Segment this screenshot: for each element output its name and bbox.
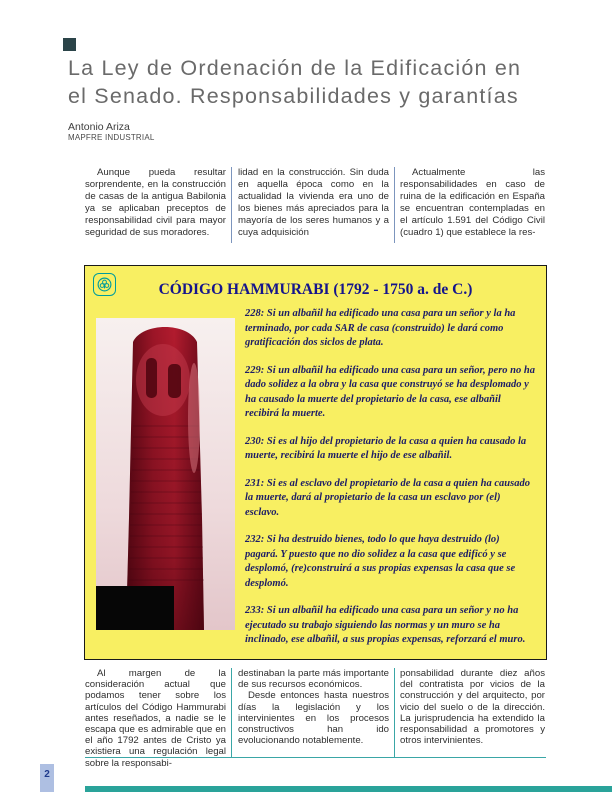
column-divider xyxy=(394,167,395,243)
byline xyxy=(68,121,155,143)
article-233: 233: Si un albañil ha edificado una casa para un señor y no ha ejecutado su trabajo siguiendo las normas y un muro se ha inclinado, ese albañil, a sus propias expensas, reforzará el muro. xyxy=(245,605,526,645)
hammurabi-articles xyxy=(245,307,535,661)
closing-col2-paragraph-2: Desde entonces hasta nuestros días la legislación y los intervinientes en los procesos constructivos han ido evolucionando notablemente. xyxy=(238,690,389,747)
closing-column-3: ponsabilidad durante diez años del contratista por vicios de la construcción y del arquitecto, por vicio del suelo o de la dirección. La jurisprudencia ha extendido la responsabilidad a promotores y otros intervinientes. xyxy=(400,668,545,747)
hammurabi-box xyxy=(84,265,547,660)
page-number: 2 xyxy=(44,769,50,780)
intro-column-3: Actualmente las responsabilidades en caso de ruina de la edificación en España se encuentran contempladas en el artículo 1.591 del Código Civil (cuadro 1) que establece la res- xyxy=(400,167,545,238)
author-affiliation: MAPFRE INDUSTRIAL xyxy=(68,133,155,142)
hammurabi-box-title: CÓDIGO HAMMURABI (1792 - 1750 a. de C.) xyxy=(158,281,473,298)
article-229: 229: Si un albañil ha edificado una casa para un señor, pero no ha dado solidez a la obra y la casa que construyó se ha desplomado y ha causado la muerte del propietario de la casa, ese albañil recibirá la muerte. xyxy=(245,364,535,419)
intro-column-2: lidad en la construcción. Sin duda en aquella época como en la actualidad la vivienda era uno de los bienes más apreciados para la mayoría de los seres humanos y a cuya adquisición xyxy=(238,167,389,238)
article-231: 231: Si es al esclavo del propietario de la casa a quien ha causado la muerte, dará al propietario de la casa un esclavo por (el) esclavo. xyxy=(245,477,530,518)
article-228: 228: Si un albañil ha edificado una casa para un señor y la ha terminado, por cada SAR de casa (construido) le dará como gratificación dos siclos de plata. xyxy=(245,308,516,348)
section-rule xyxy=(85,757,546,758)
hammurabi-stele-image xyxy=(96,318,235,630)
footer-band xyxy=(85,786,612,792)
column-divider xyxy=(231,167,232,243)
intro-column-1: Aunque pueda resultar sorprendente, en la construcción de casas de la antigua Babilonia ya se aplicaban preceptos de responsabilidad civil para mayor seguridad de sus moradores. xyxy=(85,167,226,238)
closing-column-1: Al margen de la consideración actual que podamos tener sobre los artículos del Código Hammurabi antes reseñados, a nadie se le escapa que es admirable que en el año 1792 antes de Cristo ya existiera una regulación legal sobre la responsabi- xyxy=(85,668,226,769)
title-line-1: La Ley de Ordenación de la Edificación en xyxy=(68,56,522,80)
page-number-tab xyxy=(40,764,54,792)
closing-col2-paragraph-1: destinaban la parte más importante de sus recursos económicos. xyxy=(238,668,389,691)
closing-column-2 xyxy=(238,668,389,746)
article-232: 232: Si ha destruido bienes, todo lo que haya destruido (lo) pagará. Y puesto que no dio solidez a la casa que edificó y se desplomó, (re)construirá a sus propias expensas la casa que se desplomó. xyxy=(245,534,516,589)
title-line-2: el Senado. Responsabilidades y garantías xyxy=(68,84,519,108)
page-title xyxy=(68,54,568,110)
author-name: Antonio Ariza xyxy=(68,121,130,133)
column-divider xyxy=(231,668,232,757)
corner-marker xyxy=(63,38,76,51)
article-230: 230: Si es al hijo del propietario de la casa a quien ha causado la muerte, recibirá la muerte el hijo de ese albañil. xyxy=(245,435,527,461)
column-divider xyxy=(394,668,395,757)
